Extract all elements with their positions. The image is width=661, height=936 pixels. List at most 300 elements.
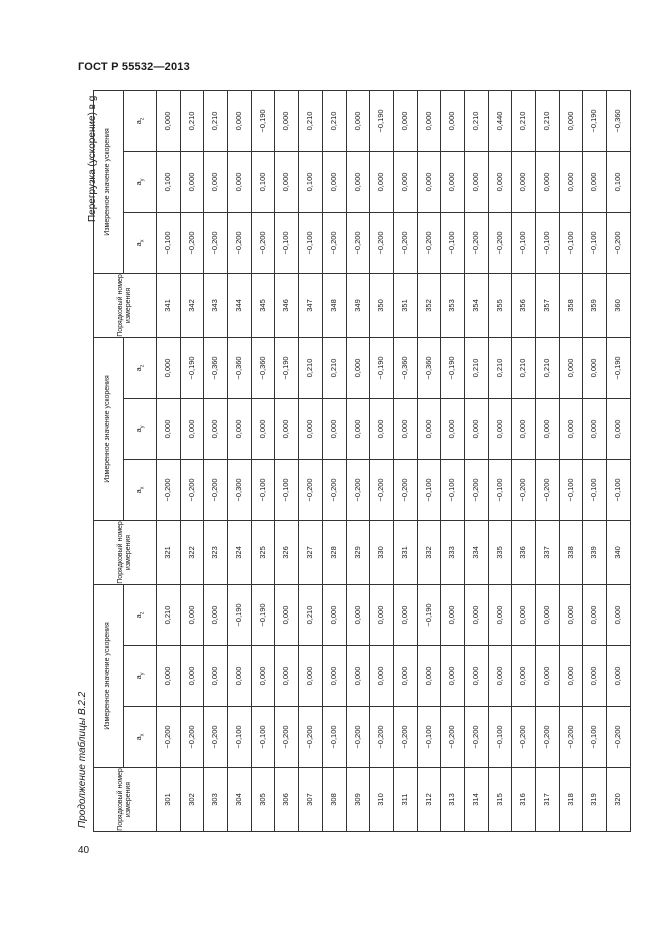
table-row: [180, 90, 204, 831]
acceleration-value-cell: −0,100: [583, 707, 607, 768]
acceleration-value-cell: 0,000: [559, 398, 583, 459]
acceleration-value-cell: 0,000: [346, 337, 370, 398]
acceleration-value-cell: 0,000: [346, 398, 370, 459]
acceleration-value-cell: 0,000: [393, 398, 417, 459]
measurement-number-cell: 327: [299, 520, 323, 584]
acceleration-value-cell: 0,210: [464, 90, 488, 151]
acceleration-value-cell: −0,360: [417, 337, 441, 398]
acceleration-value-cell: 0,000: [346, 584, 370, 645]
acceleration-value-cell: 0,100: [607, 151, 631, 212]
axis-z-header: [124, 584, 157, 645]
acceleration-value-cell: 0,000: [322, 646, 346, 707]
acceleration-value-cell: 0,000: [275, 584, 299, 645]
acceleration-value-cell: 0,000: [559, 646, 583, 707]
acceleration-value-cell: −0,100: [559, 459, 583, 520]
acceleration-value-cell: 0,000: [607, 646, 631, 707]
acceleration-value-cell: −0,200: [180, 707, 204, 768]
measurement-number-cell: 316: [512, 768, 536, 832]
measurement-number-cell: 353: [441, 273, 465, 337]
acceleration-value-cell: 0,000: [251, 398, 275, 459]
acceleration-value-cell: 0,000: [441, 90, 465, 151]
acceleration-value-cell: −0,200: [346, 212, 370, 273]
acceleration-value-cell: 0,000: [441, 151, 465, 212]
axis-subscript: y: [139, 672, 146, 676]
acceleration-value-cell: 0,000: [180, 151, 204, 212]
acceleration-value-cell: 0,000: [204, 398, 228, 459]
measurement-number-cell: 326: [275, 520, 299, 584]
acceleration-value-cell: 0,000: [157, 337, 181, 398]
table-row: [393, 90, 417, 831]
measurement-number-cell: 336: [512, 520, 536, 584]
acceleration-value-cell: −0,200: [607, 212, 631, 273]
acceleration-value-cell: 0,000: [299, 398, 323, 459]
acceleration-value-cell: −0,200: [464, 212, 488, 273]
acceleration-value-cell: −0,100: [322, 707, 346, 768]
measurement-number-cell: 305: [251, 768, 275, 832]
acceleration-value-cell: −0,190: [180, 337, 204, 398]
table-row: [299, 90, 323, 831]
axis-label: a: [133, 675, 143, 680]
acceleration-value-cell: 0,210: [512, 90, 536, 151]
acceleration-value-cell: −0,200: [322, 212, 346, 273]
acceleration-value-cell: 0,000: [275, 398, 299, 459]
measurement-number-cell: 348: [322, 273, 346, 337]
acceleration-value-cell: −0,100: [228, 707, 252, 768]
acceleration-value-cell: 0,000: [607, 584, 631, 645]
acceleration-value-cell: −0,100: [441, 212, 465, 273]
measurement-number-cell: 325: [251, 520, 275, 584]
axis-subscript: y: [139, 178, 146, 182]
measurement-number-cell: 352: [417, 273, 441, 337]
acceleration-value-cell: 0,210: [488, 337, 512, 398]
acceleration-value-cell: 0,000: [417, 646, 441, 707]
acceleration-value-cell: 0,000: [583, 398, 607, 459]
acceleration-value-cell: 0,000: [204, 584, 228, 645]
table-row: [204, 90, 228, 831]
acceleration-value-cell: −0,100: [275, 459, 299, 520]
acceleration-value-cell: −0,200: [464, 459, 488, 520]
acceleration-value-cell: −0,200: [299, 707, 323, 768]
measurement-number-header: Порядковый номер измерения: [94, 768, 157, 832]
acceleration-value-cell: 0,210: [299, 584, 323, 645]
acceleration-value-cell: −0,200: [393, 212, 417, 273]
measurement-number-cell: 355: [488, 273, 512, 337]
acceleration-value-cell: 0,000: [204, 151, 228, 212]
axis-label: a: [133, 489, 143, 494]
acceleration-value-cell: 0,000: [157, 398, 181, 459]
acceleration-value-cell: 0,000: [180, 646, 204, 707]
acceleration-value-cell: −0,360: [228, 337, 252, 398]
acceleration-value-cell: 0,000: [464, 646, 488, 707]
measurement-number-cell: 351: [393, 273, 417, 337]
acceleration-value-cell: −0,190: [370, 90, 394, 151]
measurement-number-cell: 354: [464, 273, 488, 337]
acceleration-value-cell: 0,000: [583, 646, 607, 707]
acceleration-value-cell: −0,100: [251, 707, 275, 768]
acceleration-value-cell: 0,000: [157, 90, 181, 151]
acceleration-value-cell: −0,360: [607, 90, 631, 151]
table-row: [370, 90, 394, 831]
acceleration-value-cell: 0,000: [322, 584, 346, 645]
acceleration-value-cell: 0,000: [275, 151, 299, 212]
acceleration-value-cell: 0,210: [299, 337, 323, 398]
acceleration-value-cell: 0,000: [512, 584, 536, 645]
acceleration-value-cell: −0,200: [441, 707, 465, 768]
acceleration-value-cell: 0,000: [228, 398, 252, 459]
acceleration-value-cell: 0,000: [512, 398, 536, 459]
measurement-number-cell: 317: [536, 768, 560, 832]
acceleration-value-cell: 0,000: [559, 584, 583, 645]
acceleration-value-cell: −0,100: [299, 212, 323, 273]
measurement-number-cell: 338: [559, 520, 583, 584]
table-row: [559, 90, 583, 831]
acceleration-value-cell: −0,190: [417, 584, 441, 645]
acceleration-value-cell: −0,200: [299, 459, 323, 520]
measurement-number-cell: 307: [299, 768, 323, 832]
table-row: [488, 90, 512, 831]
acceleration-value-cell: −0,200: [370, 459, 394, 520]
acceleration-value-cell: 0,000: [488, 646, 512, 707]
measurement-number-header: Порядковый номер измерения: [94, 273, 157, 337]
acceleration-value-cell: 0,000: [417, 90, 441, 151]
acceleration-value-cell: 0,000: [583, 337, 607, 398]
acceleration-value-cell: −0,200: [417, 212, 441, 273]
acceleration-value-cell: 0,000: [441, 584, 465, 645]
acceleration-value-cell: 0,000: [322, 151, 346, 212]
table-row: [275, 90, 299, 831]
axis-y-header: [124, 151, 157, 212]
acceleration-value-cell: 0,000: [464, 584, 488, 645]
acceleration-value-cell: 0,000: [583, 584, 607, 645]
acceleration-value-cell: 0,000: [228, 90, 252, 151]
measurement-number-cell: 328: [322, 520, 346, 584]
acceleration-value-cell: 0,000: [370, 584, 394, 645]
axis-z-header: [124, 90, 157, 151]
acceleration-value-cell: 0,000: [488, 151, 512, 212]
measurement-number-cell: 314: [464, 768, 488, 832]
acceleration-value-cell: 0,000: [559, 151, 583, 212]
acceleration-table: [93, 90, 631, 832]
acceleration-group-header: Измеренное значение ускорения: [94, 90, 124, 273]
acceleration-value-cell: 0,000: [559, 337, 583, 398]
acceleration-value-cell: 0,000: [370, 151, 394, 212]
measurement-number-cell: 330: [370, 520, 394, 584]
axis-x-header: [124, 707, 157, 768]
measurement-number-cell: 306: [275, 768, 299, 832]
acceleration-value-cell: 0,210: [299, 90, 323, 151]
table-row: [583, 90, 607, 831]
measurement-number-cell: 345: [251, 273, 275, 337]
acceleration-group-header: Измеренное значение ускорения: [94, 584, 124, 767]
acceleration-value-cell: −0,100: [583, 212, 607, 273]
acceleration-value-cell: 0,000: [536, 646, 560, 707]
acceleration-value-cell: 0,000: [275, 646, 299, 707]
acceleration-value-cell: −0,190: [583, 90, 607, 151]
acceleration-value-cell: −0,200: [488, 212, 512, 273]
measurement-number-cell: 321: [157, 520, 181, 584]
acceleration-value-cell: 0,210: [322, 90, 346, 151]
acceleration-value-cell: −0,100: [512, 212, 536, 273]
acceleration-value-cell: −0,100: [157, 212, 181, 273]
acceleration-value-cell: −0,100: [251, 459, 275, 520]
table-header-top: [94, 90, 124, 831]
acceleration-value-cell: −0,200: [512, 707, 536, 768]
measurement-number-cell: 332: [417, 520, 441, 584]
acceleration-value-cell: −0,200: [370, 707, 394, 768]
table-row: [417, 90, 441, 831]
acceleration-value-cell: 0,000: [346, 151, 370, 212]
axis-label: a: [133, 242, 143, 247]
acceleration-value-cell: 0,100: [157, 151, 181, 212]
acceleration-value-cell: 0,000: [417, 151, 441, 212]
acceleration-value-cell: 0,000: [441, 646, 465, 707]
acceleration-value-cell: −0,100: [417, 707, 441, 768]
measurement-number-cell: 331: [393, 520, 417, 584]
measurement-number-cell: 342: [180, 273, 204, 337]
measurement-number-cell: 319: [583, 768, 607, 832]
acceleration-value-cell: 0,210: [157, 584, 181, 645]
acceleration-value-cell: 0,000: [583, 151, 607, 212]
acceleration-value-cell: −0,200: [204, 707, 228, 768]
acceleration-value-cell: 0,210: [536, 90, 560, 151]
acceleration-value-cell: −0,200: [607, 707, 631, 768]
acceleration-value-cell: 0,000: [464, 398, 488, 459]
acceleration-value-cell: −0,200: [275, 707, 299, 768]
measurement-number-cell: 346: [275, 273, 299, 337]
measurement-number-cell: 324: [228, 520, 252, 584]
table-row: [346, 90, 370, 831]
measurement-number-cell: 323: [204, 520, 228, 584]
acceleration-value-cell: −0,200: [228, 212, 252, 273]
acceleration-value-cell: 0,000: [275, 90, 299, 151]
acceleration-value-cell: 0,000: [536, 398, 560, 459]
measurement-number-cell: 335: [488, 520, 512, 584]
axis-subscript: x: [139, 733, 146, 737]
acceleration-value-cell: 0,210: [204, 90, 228, 151]
acceleration-value-cell: −0,200: [157, 707, 181, 768]
acceleration-value-cell: −0,200: [180, 459, 204, 520]
measurement-number-cell: 309: [346, 768, 370, 832]
measurement-number-cell: 318: [559, 768, 583, 832]
axis-subscript: y: [139, 425, 146, 429]
acceleration-value-cell: 0,000: [228, 646, 252, 707]
acceleration-value-cell: −0,360: [251, 337, 275, 398]
table-continuation-label: Продолжение таблицы В.2.2: [77, 691, 88, 828]
acceleration-value-cell: −0,190: [228, 584, 252, 645]
table-row: [536, 90, 560, 831]
acceleration-value-cell: 0,000: [251, 646, 275, 707]
acceleration-value-cell: −0,200: [322, 459, 346, 520]
acceleration-value-cell: 0,440: [488, 90, 512, 151]
acceleration-value-cell: −0,200: [370, 212, 394, 273]
axis-subscript: z: [139, 364, 146, 368]
measurement-number-cell: 333: [441, 520, 465, 584]
acceleration-value-cell: −0,360: [393, 337, 417, 398]
measurement-number-cell: 301: [157, 768, 181, 832]
acceleration-value-cell: −0,200: [157, 459, 181, 520]
acceleration-value-cell: 0,000: [299, 646, 323, 707]
acceleration-value-cell: −0,100: [417, 459, 441, 520]
acceleration-value-cell: −0,190: [251, 90, 275, 151]
acceleration-value-cell: 0,000: [346, 90, 370, 151]
axis-x-header: [124, 459, 157, 520]
acceleration-value-cell: −0,100: [488, 707, 512, 768]
axis-label: a: [133, 367, 143, 372]
measurement-number-cell: 302: [180, 768, 204, 832]
table-row: [441, 90, 465, 831]
measurement-number-cell: 359: [583, 273, 607, 337]
acceleration-value-cell: −0,200: [204, 212, 228, 273]
acceleration-value-cell: −0,200: [393, 459, 417, 520]
table-header-axes: [124, 90, 157, 831]
acceleration-value-cell: 0,000: [536, 584, 560, 645]
acceleration-value-cell: 0,210: [536, 337, 560, 398]
acceleration-value-cell: −0,100: [559, 212, 583, 273]
acceleration-value-cell: 0,000: [157, 646, 181, 707]
axis-label: a: [133, 736, 143, 741]
measurement-number-cell: 322: [180, 520, 204, 584]
acceleration-value-cell: −0,190: [275, 337, 299, 398]
measurement-number-cell: 304: [228, 768, 252, 832]
acceleration-value-cell: 0,000: [536, 151, 560, 212]
measurement-number-cell: 320: [607, 768, 631, 832]
table-row: [322, 90, 346, 831]
acceleration-value-cell: −0,190: [607, 337, 631, 398]
acceleration-value-cell: −0,100: [275, 212, 299, 273]
measurement-number-cell: 313: [441, 768, 465, 832]
acceleration-value-cell: 0,000: [180, 398, 204, 459]
measurement-number-cell: 339: [583, 520, 607, 584]
acceleration-value-cell: 0,000: [370, 398, 394, 459]
measurement-number-cell: 356: [512, 273, 536, 337]
acceleration-value-cell: 0,210: [512, 337, 536, 398]
acceleration-value-cell: −0,200: [346, 459, 370, 520]
acceleration-value-cell: −0,200: [393, 707, 417, 768]
acceleration-value-cell: −0,100: [488, 459, 512, 520]
measurement-number-cell: 310: [370, 768, 394, 832]
acceleration-value-cell: −0,200: [559, 707, 583, 768]
table-row: [607, 90, 631, 831]
document-title: ГОСТ Р 55532—2013: [78, 61, 190, 73]
acceleration-value-cell: 0,000: [393, 646, 417, 707]
measurement-number-cell: 329: [346, 520, 370, 584]
acceleration-value-cell: 0,000: [512, 646, 536, 707]
measurement-number-cell: 344: [228, 273, 252, 337]
measurement-number-cell: 349: [346, 273, 370, 337]
measurement-number-cell: 358: [559, 273, 583, 337]
acceleration-value-cell: −0,100: [441, 459, 465, 520]
axis-label: a: [133, 428, 143, 433]
page-number: 40: [78, 845, 90, 856]
acceleration-value-cell: 0,000: [488, 398, 512, 459]
measurement-number-cell: 337: [536, 520, 560, 584]
axis-label: a: [133, 120, 143, 125]
acceleration-value-cell: 0,100: [251, 151, 275, 212]
acceleration-value-cell: −0,200: [204, 459, 228, 520]
acceleration-value-cell: −0,360: [204, 337, 228, 398]
acceleration-value-cell: 0,000: [607, 398, 631, 459]
acceleration-value-cell: 0,000: [204, 646, 228, 707]
measurement-number-cell: 312: [417, 768, 441, 832]
acceleration-value-cell: 0,000: [488, 584, 512, 645]
acceleration-value-cell: −0,200: [346, 707, 370, 768]
measurement-number-cell: 343: [204, 273, 228, 337]
measurement-number-cell: 357: [536, 273, 560, 337]
table-row: [157, 90, 181, 831]
measurement-number-cell: 334: [464, 520, 488, 584]
measurement-number-cell: 341: [157, 273, 181, 337]
acceleration-value-cell: 0,000: [370, 646, 394, 707]
acceleration-value-cell: −0,100: [536, 212, 560, 273]
axis-label: a: [133, 614, 143, 619]
acceleration-value-cell: −0,300: [228, 459, 252, 520]
acceleration-value-cell: −0,200: [536, 459, 560, 520]
acceleration-value-cell: 0,000: [559, 90, 583, 151]
acceleration-value-cell: 0,000: [393, 151, 417, 212]
axis-subscript: z: [139, 611, 146, 615]
acceleration-value-cell: −0,200: [180, 212, 204, 273]
table-units-label: Перегрузка (ускорение) в g: [87, 95, 98, 222]
measurement-number-cell: 311: [393, 768, 417, 832]
acceleration-value-cell: 0,000: [180, 584, 204, 645]
axis-y-header: [124, 646, 157, 707]
acceleration-value-cell: −0,190: [251, 584, 275, 645]
acceleration-value-cell: −0,200: [464, 707, 488, 768]
acceleration-value-cell: −0,190: [441, 337, 465, 398]
acceleration-value-cell: −0,200: [512, 459, 536, 520]
measurement-number-header: Порядковый номер измерения: [94, 520, 157, 584]
axis-y-header: [124, 398, 157, 459]
measurement-number-cell: 347: [299, 273, 323, 337]
acceleration-value-cell: 0,000: [228, 151, 252, 212]
acceleration-value-cell: 0,000: [464, 151, 488, 212]
acceleration-value-cell: 0,000: [512, 151, 536, 212]
axis-subscript: x: [139, 239, 146, 243]
acceleration-value-cell: −0,100: [607, 459, 631, 520]
measurement-number-cell: 303: [204, 768, 228, 832]
axis-label: a: [133, 181, 143, 186]
axis-subscript: z: [139, 117, 146, 121]
acceleration-value-cell: 0,210: [180, 90, 204, 151]
table-body: [157, 90, 631, 831]
table-row: [464, 90, 488, 831]
axis-x-header: [124, 212, 157, 273]
table-row: [512, 90, 536, 831]
acceleration-value-cell: 0,000: [322, 398, 346, 459]
acceleration-value-cell: 0,210: [322, 337, 346, 398]
table-row: [251, 90, 275, 831]
measurement-number-cell: 315: [488, 768, 512, 832]
measurement-number-cell: 340: [607, 520, 631, 584]
acceleration-value-cell: 0,000: [441, 398, 465, 459]
measurement-number-cell: 360: [607, 273, 631, 337]
acceleration-value-cell: 0,000: [393, 90, 417, 151]
acceleration-value-cell: −0,200: [251, 212, 275, 273]
acceleration-value-cell: 0,000: [417, 398, 441, 459]
acceleration-value-cell: 0,100: [299, 151, 323, 212]
measurement-number-cell: 308: [322, 768, 346, 832]
acceleration-value-cell: −0,190: [370, 337, 394, 398]
axis-subscript: x: [139, 486, 146, 490]
axis-z-header: [124, 337, 157, 398]
acceleration-value-cell: −0,200: [536, 707, 560, 768]
acceleration-value-cell: 0,210: [464, 337, 488, 398]
acceleration-value-cell: −0,100: [583, 459, 607, 520]
acceleration-value-cell: 0,000: [393, 584, 417, 645]
table-row: [228, 90, 252, 831]
acceleration-value-cell: 0,000: [346, 646, 370, 707]
acceleration-group-header: Измеренное значение ускорения: [94, 337, 124, 520]
